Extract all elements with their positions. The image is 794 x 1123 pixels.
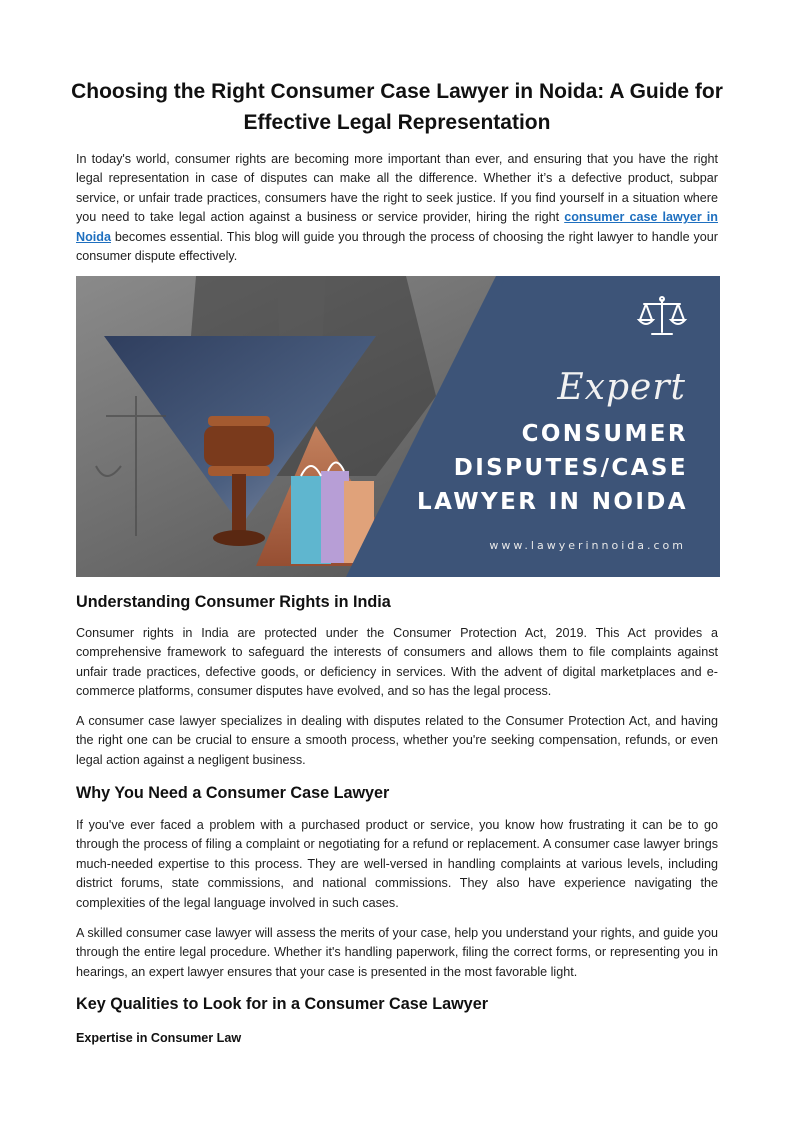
why-lawyer-paragraph-2: A skilled consumer case lawyer will assess the merits of your case, help you understand your rights, and guide you through the entire legal procedure. Whether it's handling paperwork, filing the correct forms, or representing you in hearings, an expert lawyer ensures that your case is presented in the most favorable light. xyxy=(76,926,718,979)
section-heading-consumer-rights: Understanding Consumer Rights in India xyxy=(76,593,391,611)
article-title xyxy=(60,76,734,138)
consumer-rights-paragraph-2: A consumer case lawyer specializes in dealing with disputes related to the Consumer Protection Act, and having the right one can be crucial to ensure a smooth process, whether you're seeking compensation, refunds, or even legal action against a negligent business. xyxy=(76,714,718,767)
section-heading-key-qualities: Key Qualities to Look for in a Consumer Case Lawyer xyxy=(76,995,488,1013)
why-lawyer-paragraph-1: If you've ever faced a problem with a purchased product or service, you know how frustrating it can be to go through the process of filing a complaint or negotiating for a refund or replacement. A consumer case lawyer brings much-needed expertise to this process. They are well-versed in handling complaints at various levels, including district forums, state commissions, and national commissions. They also have experience navigating the complexities of the legal language involved in such cases. xyxy=(76,818,718,910)
scales-of-justice-icon xyxy=(636,294,688,338)
banner-script-word: Expert xyxy=(557,367,686,408)
title-line-1: Choosing the Right Consumer Case Lawyer in Noida: A Guide for xyxy=(71,80,723,103)
banner-url: www.lawyerinnoida.com xyxy=(489,539,686,552)
subheading-expertise: Expertise in Consumer Law xyxy=(76,1031,242,1045)
consumer-rights-paragraph-1: Consumer rights in India are protected under the Consumer Protection Act, 2019. This Act provides a comprehensive framework to safeguard the interests of consumers and allows them to file complaints against unfair trade practices, defective goods, or deficiency in services. With the advent of digital marketplaces and e-commerce platforms, consumer disputes have evolved, and so has the legal process. xyxy=(76,626,718,699)
banner-line-1: CONSUMER xyxy=(521,421,688,447)
intro-paragraph xyxy=(76,150,718,266)
intro-text-before-link: In today's world, consumer rights are becoming more important than ever, and ensuring that you have the right legal representation in case of disputes can make all the difference. Whether it’s a defective product, subpar service, or unfair trade practices, consumers have the right to seek justice. If you find yourself in a situation where you need to take legal action against a business or service provider, hiring the right xyxy=(76,152,718,225)
banner-line-2: DISPUTES/CASE xyxy=(453,455,688,481)
intro-text-after-link: becomes essential. This blog will guide you through the process of choosing the right lawyer to handle your consumer dispute effectively. xyxy=(76,229,718,264)
section-heading-why-lawyer: Why You Need a Consumer Case Lawyer xyxy=(76,784,390,802)
consumer-lawyer-link[interactable]: consumer case lawyer in Noida xyxy=(76,210,718,244)
banner-image xyxy=(76,276,720,577)
banner-line-3: LAWYER IN NOIDA xyxy=(417,489,688,515)
title-line-2: Effective Legal Representation xyxy=(243,111,551,134)
